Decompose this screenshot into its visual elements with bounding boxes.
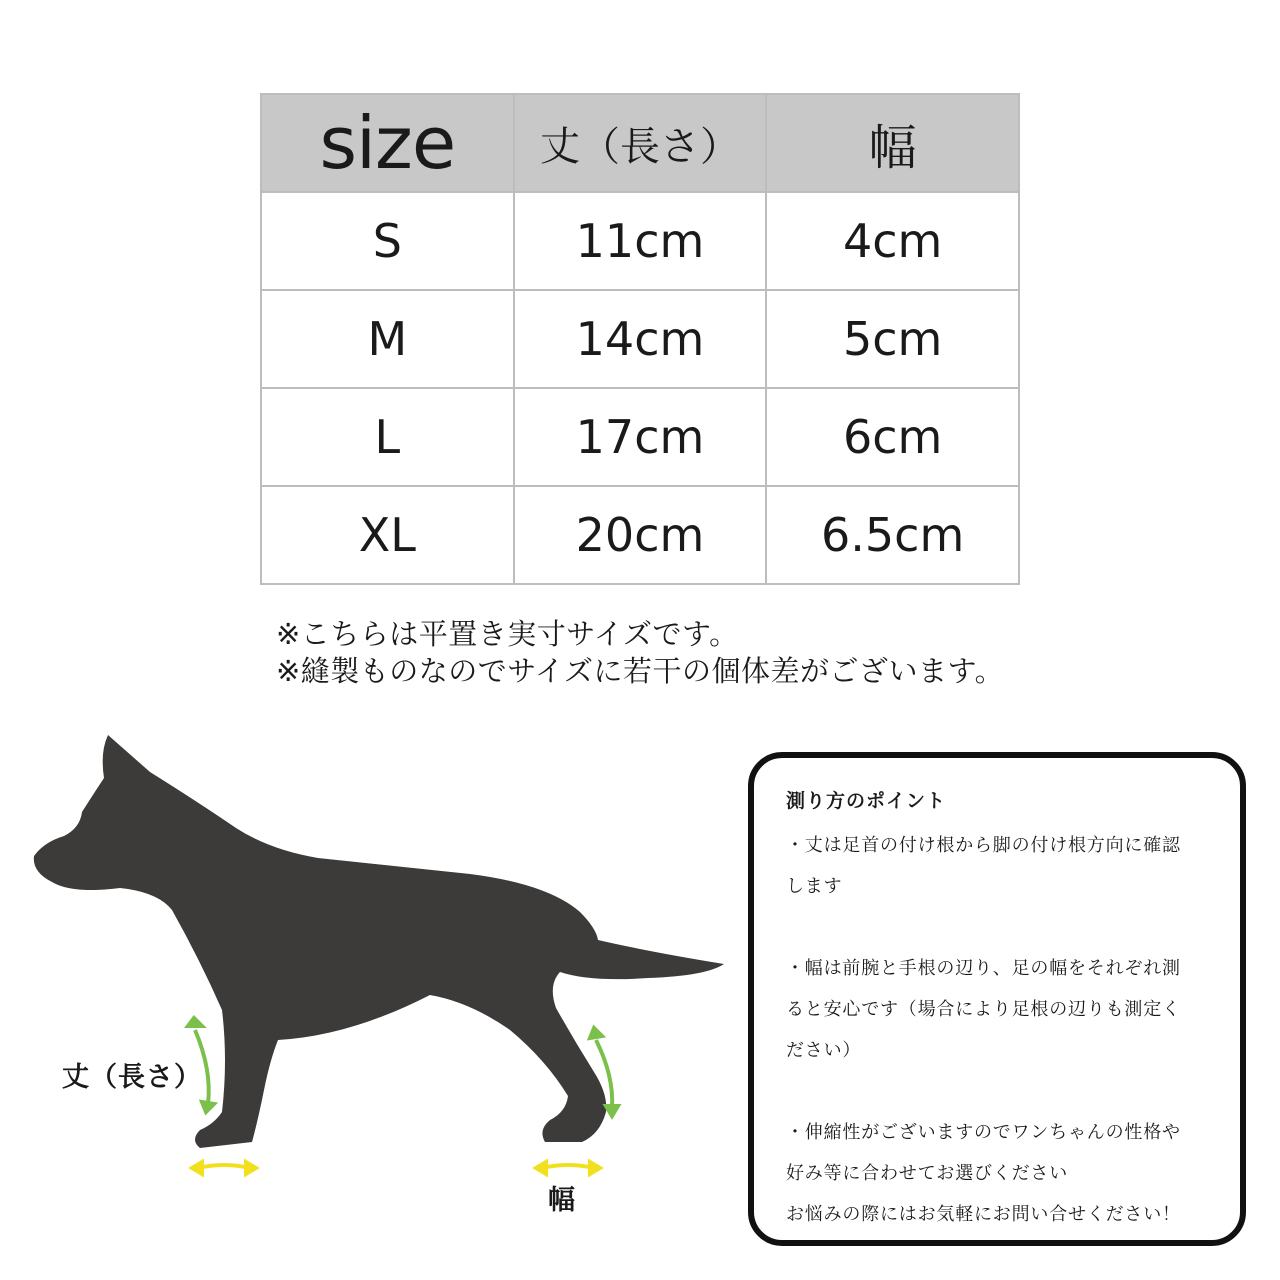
- tip-line: お悩みの際にはお気軽にお問い合せください！: [786, 1204, 1181, 1225]
- size-cell: XL: [261, 486, 514, 584]
- size-cell: S: [261, 192, 514, 290]
- length-label: 丈（長さ）: [62, 1062, 202, 1093]
- header-width: 幅: [766, 94, 1019, 192]
- table-row: [261, 290, 1019, 388]
- table-header-row: [261, 94, 1019, 192]
- note-line: ※縫製ものなのでサイズに若干の個体差がございます。: [276, 654, 1005, 688]
- width-cell: 6.5cm: [766, 486, 1019, 584]
- tip-line: します: [786, 876, 843, 897]
- width-cell: 5cm: [766, 290, 1019, 388]
- tip-line: ・伸縮性がございますのでワンちゃんの性格や: [786, 1122, 1181, 1143]
- size-cell: L: [261, 388, 514, 486]
- note-line: ※こちらは平置き実寸サイズです。: [276, 617, 739, 651]
- tip-line: ださい）: [786, 1040, 862, 1061]
- tip-spacer: [786, 1071, 1212, 1112]
- size-cell: M: [261, 290, 514, 388]
- notes: [276, 616, 1096, 690]
- header-length: 丈（長さ）: [514, 94, 767, 192]
- tip-spacer: [786, 907, 1212, 948]
- dog-diagram: [0, 720, 740, 1240]
- width-arrow-front: [192, 1162, 256, 1174]
- size-table: [260, 93, 1020, 585]
- tip-line: ・丈は足首の付け根から脚の付け根方向に確認: [786, 835, 1181, 856]
- tip-line: 好み等に合わせてお選びください: [786, 1163, 1068, 1184]
- length-cell: 14cm: [514, 290, 767, 388]
- width-label: 幅: [548, 1185, 575, 1216]
- measurement-tips-box: [748, 752, 1246, 1246]
- header-size: size: [261, 94, 514, 192]
- length-cell: 20cm: [514, 486, 767, 584]
- length-cell: 11cm: [514, 192, 767, 290]
- length-cell: 17cm: [514, 388, 767, 486]
- tip-line: ・幅は前腕と手根の辺り、足の幅をそれぞれ測: [786, 958, 1181, 979]
- table-row: [261, 388, 1019, 486]
- width-arrow-rear: [536, 1162, 600, 1174]
- width-cell: 4cm: [766, 192, 1019, 290]
- width-cell: 6cm: [766, 388, 1019, 486]
- table-row: [261, 486, 1019, 584]
- measurement-tips-title: 測り方のポイント: [786, 790, 947, 812]
- tip-line: ると安心です（場合により足根の辺りも測定く: [786, 999, 1181, 1020]
- table-row: [261, 192, 1019, 290]
